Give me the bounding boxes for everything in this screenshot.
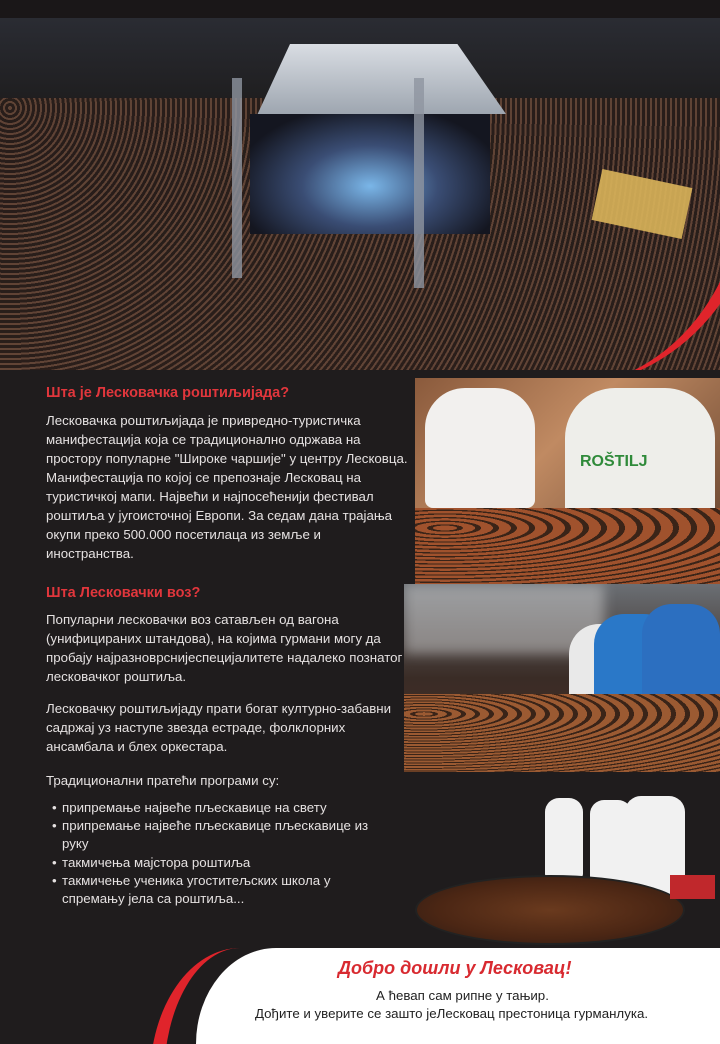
grill-masters-photo: [404, 584, 720, 772]
grill-patties: [415, 508, 720, 584]
train-description: Популарни лесковачки воз сатављен од вагона (унифицираних штандова), на којима гурмани могу да пробају најразноврснијеспецијалитете надалеко познатог лесковачког роштиља.: [46, 612, 403, 684]
top-bar: [0, 0, 720, 18]
list-item: • припремање највеће пљескавице на свету: [52, 799, 382, 817]
giant-pan: [415, 875, 685, 945]
grilled-meat: [404, 694, 720, 772]
giant-pljeskavica-photo: [415, 780, 720, 948]
festival-description: Лесковачка роштиљијада је привредно-туристичка манифестација која се традиционално одржава на простору популарне "Широке чаршије" у центру Лесковца. Манифестација по којој се препознаје Лесковац на туристичкој мапи. Највећи и најпосећенији фестивал роштиља у југоисточној Европи. За седам дана трајања окупи преко 500.000 посетилаца из земље и иностранства.: [46, 413, 408, 561]
programs-intro: Традиционални пратећи програми су:: [46, 773, 280, 788]
concert-stage: [250, 114, 490, 234]
grill-chefs-photo: [415, 378, 720, 584]
stage-truss-right: [414, 78, 424, 288]
stage-truss-left: [232, 78, 242, 278]
red-apron: [670, 875, 715, 899]
footer-line-2: Дођите и уверите се зашто јеЛесковац престоница гурманлука.: [255, 1006, 649, 1021]
festival-crowd-photo: [0, 18, 720, 370]
stage-roof: [236, 44, 506, 114]
cultural-program-description: Лесковачку роштиљијаду прати богат културно-забавни садржај уз наступе звезда естраде, фолклорних ансамбала и блех оркестара.: [46, 701, 392, 754]
programs-list: [52, 799, 382, 908]
list-item: • такмичења мајстора роштиља: [52, 854, 382, 872]
section-heading-train: Шта Лесковачки воз?: [46, 585, 201, 601]
footer: [0, 948, 720, 1044]
welcome-title: Добро дошли у Лесковац!: [338, 958, 572, 978]
chef-figure: [425, 388, 535, 508]
list-item: • такмичење ученика угоститељских школа у спремању јела са роштиља...: [52, 872, 382, 908]
section-heading-festival: Шта је Лесковачка роштиљијада?: [46, 385, 290, 401]
footer-line-1: А ћевап сам рипне у тањир.: [376, 988, 549, 1003]
shirt-logo-text: ROŠTILJ: [580, 453, 648, 470]
chef-figure: [545, 798, 583, 878]
list-item: • припремање највеће пљескавице пљескавице из руку: [52, 817, 382, 853]
